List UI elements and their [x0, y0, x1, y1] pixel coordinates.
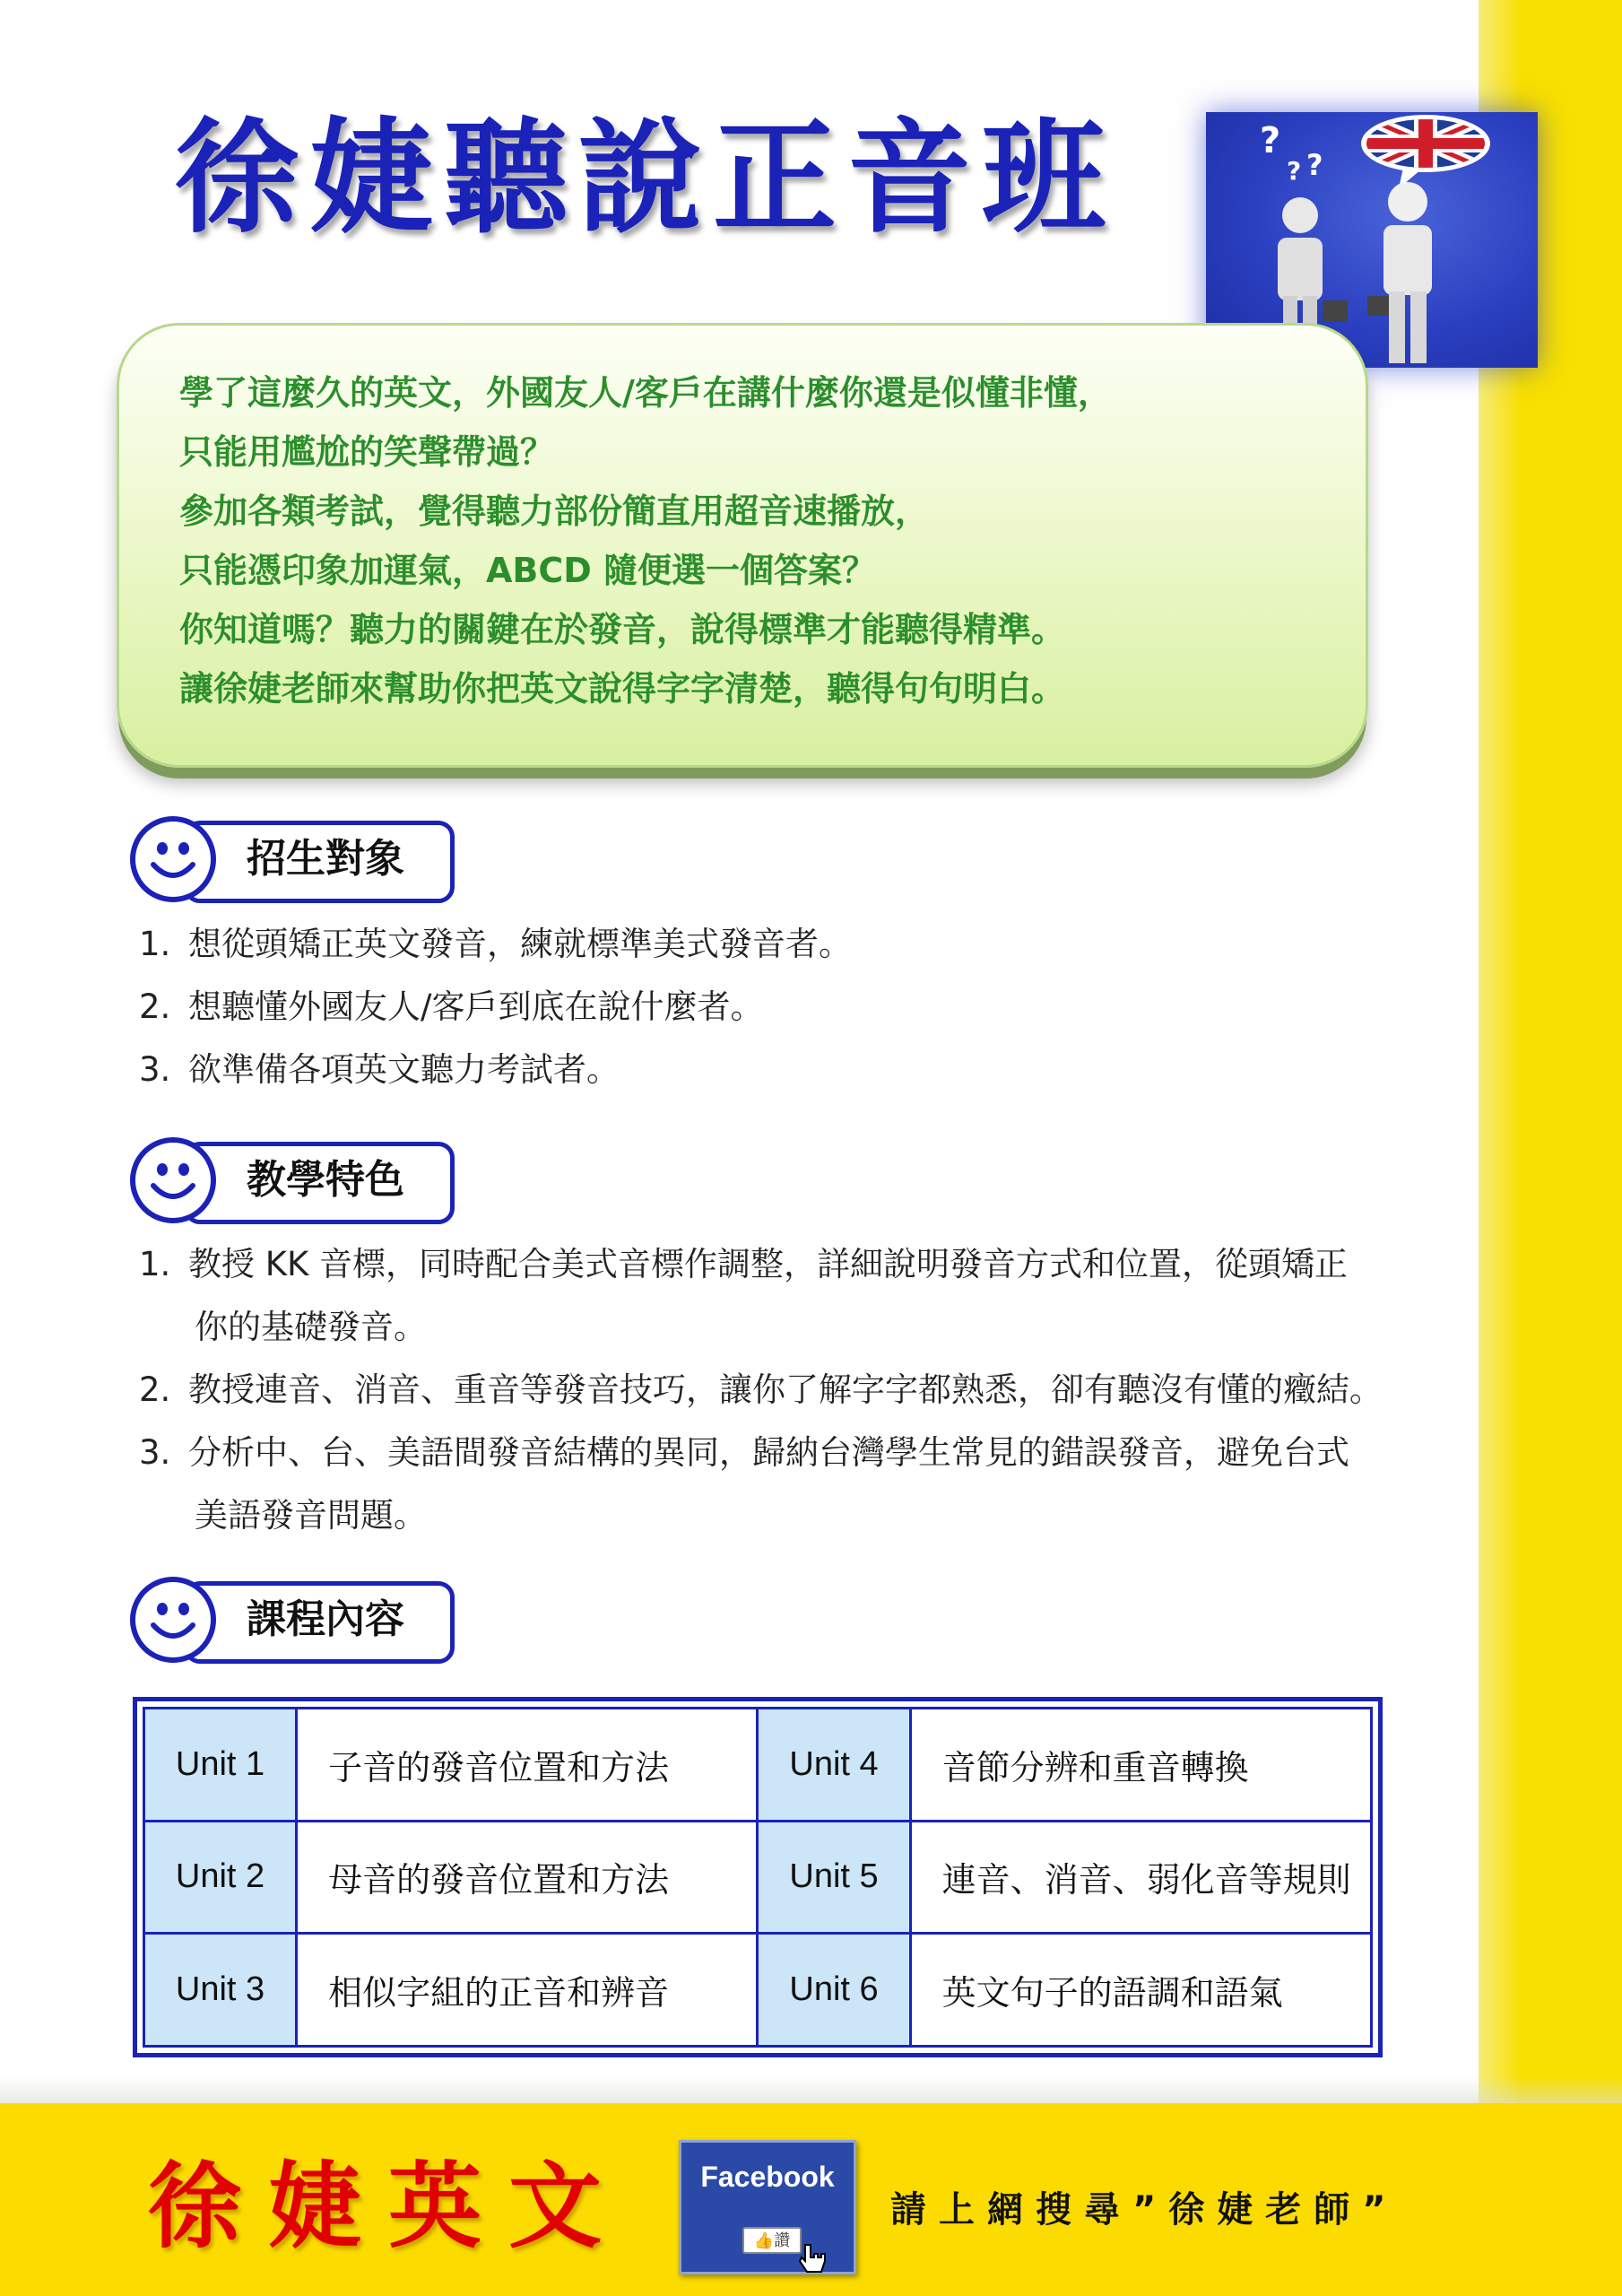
item-number: 3. [139, 1050, 171, 1089]
section-header-features [130, 1137, 462, 1227]
item-text: 想聽懂外國友人/客戶到底在說什麼者。 [188, 987, 764, 1026]
course-table [133, 1697, 1383, 2057]
section-header-course [130, 1577, 462, 1666]
thumbs-up-icon: 👍 [753, 2231, 775, 2249]
list-item [139, 1039, 1457, 1101]
intro-line: 你知道嗎？聽力的關鍵在於發音，說得標準才能聽得精準。 [179, 610, 1066, 649]
unit-cell: Unit 2 [144, 1821, 297, 1934]
list-item [139, 913, 1457, 976]
list-item [139, 1422, 1457, 1547]
item-number: 2. [139, 987, 171, 1026]
item-text: 想從頭矯正英文發音，練就標準美式發音者。 [188, 925, 852, 963]
item-text-continued: 美語發音問題。 [195, 1496, 427, 1535]
brand-name: 徐婕英文 [148, 2152, 629, 2261]
enrollment-list [139, 913, 1457, 1101]
features-list [139, 1233, 1457, 1547]
page-title: 徐婕聽說正音班 [175, 106, 1117, 250]
smiley-icon [130, 1137, 216, 1223]
facebook-badge[interactable] [679, 2140, 856, 2274]
unit-description: 連音、消音、弱化音等規則 [910, 1821, 1371, 1934]
unit-cell: Unit 1 [144, 1709, 297, 1822]
search-instruction: 請上網搜尋”徐婕老師” [890, 2189, 1399, 2231]
item-number: 1. [139, 1245, 171, 1283]
list-item [139, 1359, 1457, 1422]
unit-cell: Unit 4 [758, 1709, 910, 1822]
hand-cursor-icon [798, 2241, 830, 2275]
table-row [144, 1934, 1372, 2047]
unit-description: 音節分辨和重音轉換 [910, 1709, 1371, 1822]
unit-cell: Unit 3 [144, 1934, 297, 2047]
section-title: 教學特色 [247, 1157, 404, 1203]
unit-description: 母音的發音位置和方法 [297, 1821, 758, 1934]
intro-line: 讓徐婕老師來幫助你把英文說得字字清楚，聽得句句明白。 [179, 669, 1066, 709]
unit-cell: Unit 5 [758, 1821, 910, 1934]
table-row [144, 1821, 1372, 1934]
intro-line: 只能用尷尬的笑聲帶過？ [179, 432, 555, 472]
item-number: 3. [139, 1433, 171, 1472]
section-title: 課程內容 [247, 1596, 404, 1642]
item-number: 2. [139, 1370, 171, 1409]
unit-description: 相似字組的正音和辨音 [297, 1934, 758, 2047]
like-label: 讚 [774, 2231, 791, 2249]
like-button[interactable] [742, 2227, 802, 2254]
facebook-label: Facebook [700, 2161, 835, 2193]
svg-text:?: ? [1306, 148, 1323, 182]
item-text: 欲準備各項英文聽力考試者。 [188, 1050, 620, 1089]
svg-text:?: ? [1287, 156, 1302, 186]
unit-description: 英文句子的語調和語氣 [910, 1934, 1371, 2047]
section-title: 招生對象 [247, 836, 404, 882]
section-header-enrollment [130, 816, 462, 906]
unit-description: 子音的發音位置和方法 [297, 1709, 758, 1822]
table-row [144, 1709, 1372, 1822]
smiley-icon [130, 1577, 216, 1663]
item-text: 教授 KK 音標，同時配合美式音標作調整，詳細說明發音方式和位置，從頭矯正 [188, 1245, 1349, 1283]
svg-text:?: ? [1260, 120, 1281, 161]
list-item [139, 976, 1457, 1039]
intro-line: 學了這麼久的英文，外國友人/客戶在講什麼你還是似懂非懂， [179, 373, 1112, 413]
intro-text [179, 363, 1345, 718]
item-text: 教授連音、消音、重音等發音技巧，讓你了解字字都熟悉，卻有聽沒有懂的癥結。 [188, 1370, 1383, 1409]
item-text: 分析中、台、美語間發音結構的異同，歸納台灣學生常見的錯誤發音，避免台式 [188, 1433, 1349, 1472]
intro-line: 只能憑印象加運氣，ABCD 隨便選一個答案？ [179, 551, 877, 590]
item-text-continued: 你的基礎發音。 [195, 1308, 427, 1346]
bottom-shadow [0, 2076, 1622, 2103]
list-item [139, 1233, 1457, 1359]
item-number: 1. [139, 925, 171, 963]
intro-line: 參加各類考試，覺得聽力部份簡直用超音速播放， [179, 491, 930, 531]
smiley-icon [130, 816, 216, 902]
unit-cell: Unit 6 [758, 1934, 910, 2047]
